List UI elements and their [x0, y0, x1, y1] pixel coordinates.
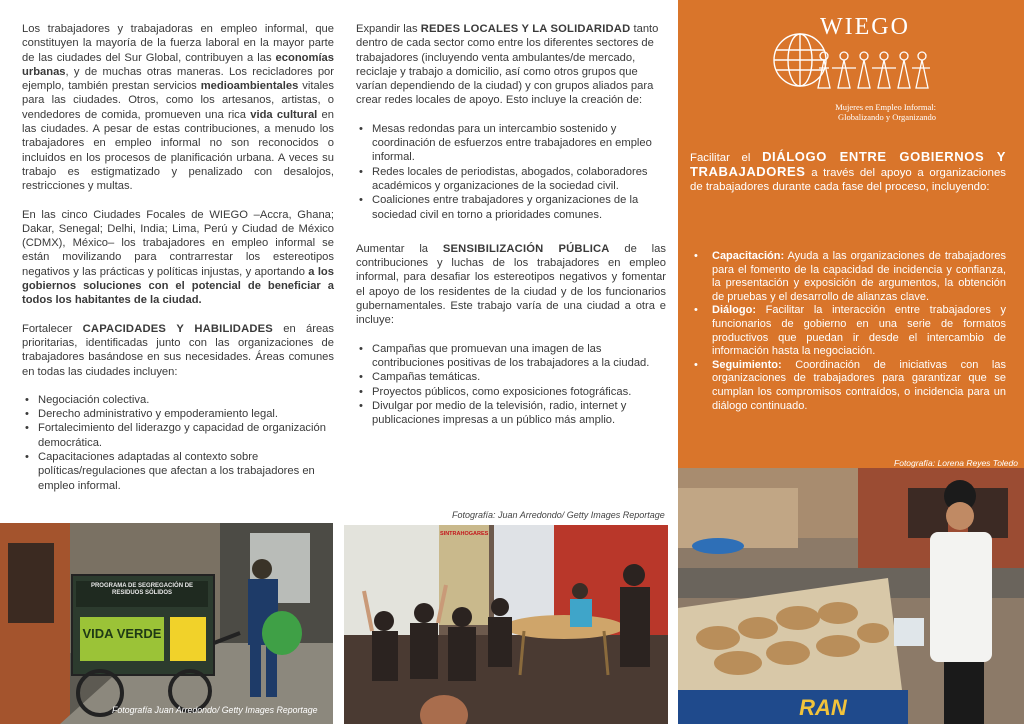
column-middle [356, 22, 666, 427]
photo-credit-right: Fotografía: Lorena Reyes Toledo [894, 458, 1018, 468]
cart-program-label: PROGRAMA DE SEGREGACIÓN DE RESIDUOS SÓLIDOS [90, 583, 194, 596]
list-item: • Coaliciones entre trabajadores y organizaciones de la sociedad civil en torno a prioridades comunes. [356, 193, 666, 222]
list-item: • Derecho administrativo y empoderamiento legal. [22, 407, 334, 421]
list-item: • Divulgar por medio de la televisión, radio, internet y publicaciones impresas a un público más amplio. [356, 399, 666, 428]
column-left [22, 22, 334, 493]
list-item: • Negociación colectiva. [22, 393, 334, 407]
focal-cities-paragraph: En las cinco Ciudades Focales de WIEGO –Accra, Ghana; Dakar, Senegal; Delhi, India; Lima, Perú y Ciudad de México (CDMX), México– los trabajadores en empleo informal se están movilizando para contrarrestar los estereotipos negativos y las prácticas y políticas injustas, y aportando a los gobiernos soluciones con el potencial de beneficiar a todos los habitantes de la ciudad. [22, 208, 334, 307]
wiego-logo [770, 14, 936, 122]
orange-panel [678, 0, 1024, 468]
women-figures-icon [816, 50, 932, 96]
photo-recycler-cart [0, 523, 333, 724]
dialogue-list [690, 250, 1006, 413]
intro-paragraph: Los trabajadores y trabajadoras en empleo informal, que constituyen la mayoría de la fuerza laboral en la mayor parte de las ciudades del Sur Global, contribuyen a las economías urbanas, y de muchas otras maneras. Los recicladores por ejemplo, también prestan servicios medioambientales vitales para las ciudades. Otros, como los artesanos, artistas, o vendedores de comida, promueven una rica vida cultural en las ciudades. A pesar de estas contribuciones, a menudo los trabajadores en empleo informal no son reconocidos o incluidos en los procesos de planificación urbana. A veces su trabajo es estigmatizado y penalizado con desalojos, restricciones y multas. [22, 23, 334, 193]
photo-credit-left: Fotografía Juan Arredondo/ Getty Images Reportage [112, 705, 318, 715]
networks-paragraph: Expandir las REDES LOCALES Y LA SOLIDARIDAD tanto dentro de cada sector como entre los diferentes sectores de trabajadores (incluyendo venta ambulantes/de mercado, reciclaje y trabajo a domicilio, así como otros grupos que varían dependiendo de la ciudad) y con grupos aliados para crear redes locales de apoyo. Esto incluye la creación de: [356, 23, 659, 107]
dialogue-intro: Facilitar el DIÁLOGO ENTRE GOBIERNOS Y TRABAJADORES a través del apoyo a organizaciones de trabajadores durante cada fase del proceso, incluyendo: [690, 149, 1006, 193]
list-item: • Proyectos públicos, como exposiciones fotográficas. [356, 385, 666, 399]
awareness-paragraph: Aumentar la SENSIBILIZACIÓN PÚBLICA de las contribuciones y luchas de los trabajadores en empleo informal, para desafiar los estereotipos negativos y fomentar el apoyo de los residentes de la ciudad y de los funcionarios gubernamentales. Este trabajo varía de una ciudad a otra e incluye: [356, 242, 666, 327]
meeting-banner-label: SINTRAHOGARES [440, 531, 489, 537]
cart-sign: RAN [799, 695, 847, 720]
capacities-paragraph: Fortalecer CAPACIDADES Y HABILIDADES en áreas prioritarias, identificadas junto con las organizaciones de trabajadores basándose en sus necesidades. Áreas comunes en todas las ciudades incluyen: [22, 322, 334, 378]
list-item: • Fortalecimiento del liderazgo y capacidad de organización democrática. [22, 421, 334, 450]
logo-tagline: Mujeres en Empleo Informal: [835, 102, 936, 112]
list-item: • Campañas temáticas. [356, 370, 666, 384]
list-item: • Redes locales de periodistas, abogados, colaboradores académicos y organizaciones de la sociedad civil. [356, 165, 666, 194]
logo-tagline: Globalizando y Organizando [837, 112, 936, 122]
list-item: • Capacitaciones adaptadas al contexto sobre políticas/regulaciones que afectan a los trabajadores en empleo informal. [22, 450, 334, 493]
photo-food-vendor [678, 468, 1024, 724]
list-item: • Campañas que promuevan una imagen de las contribuciones positivas de los trabajadores a la ciudad. [356, 342, 666, 371]
photo-credit-middle: Fotografía: Juan Arredondo/ Getty Images Reportage [452, 510, 665, 520]
capacities-list [22, 393, 334, 493]
list-item: • Mesas redondas para un intercambio sostenido y coordinación de esfuerzos entre trabajadores en empleo informal. [356, 122, 666, 165]
logo-wordmark: WIEGO [820, 14, 910, 40]
photo-meeting [344, 525, 668, 724]
cart-title: VIDA VERDE [82, 626, 162, 641]
networks-list [356, 122, 666, 222]
list-item: • Seguimiento: Coordinación de iniciativas con las organizaciones de trabajadores para garantizar que se cumplan los compromisos contraídos, o incidencia para un diálogo continuado. [690, 359, 1006, 413]
list-item: • Capacitación: Ayuda a las organizaciones de trabajadores para el fomento de la capacidad de incidencia y confianza, la presentación y exposición de argumentos, la obtención de pruebas y el desarrollo de alianzas clave. [690, 250, 1006, 304]
list-item: • Diálogo: Facilitar la interacción entre trabajadores y funcionarios de gobierno en una serie de formatos productivos que puedan ir desde el intercambio de información hasta la negociación. [690, 304, 1006, 358]
awareness-list [356, 342, 666, 428]
